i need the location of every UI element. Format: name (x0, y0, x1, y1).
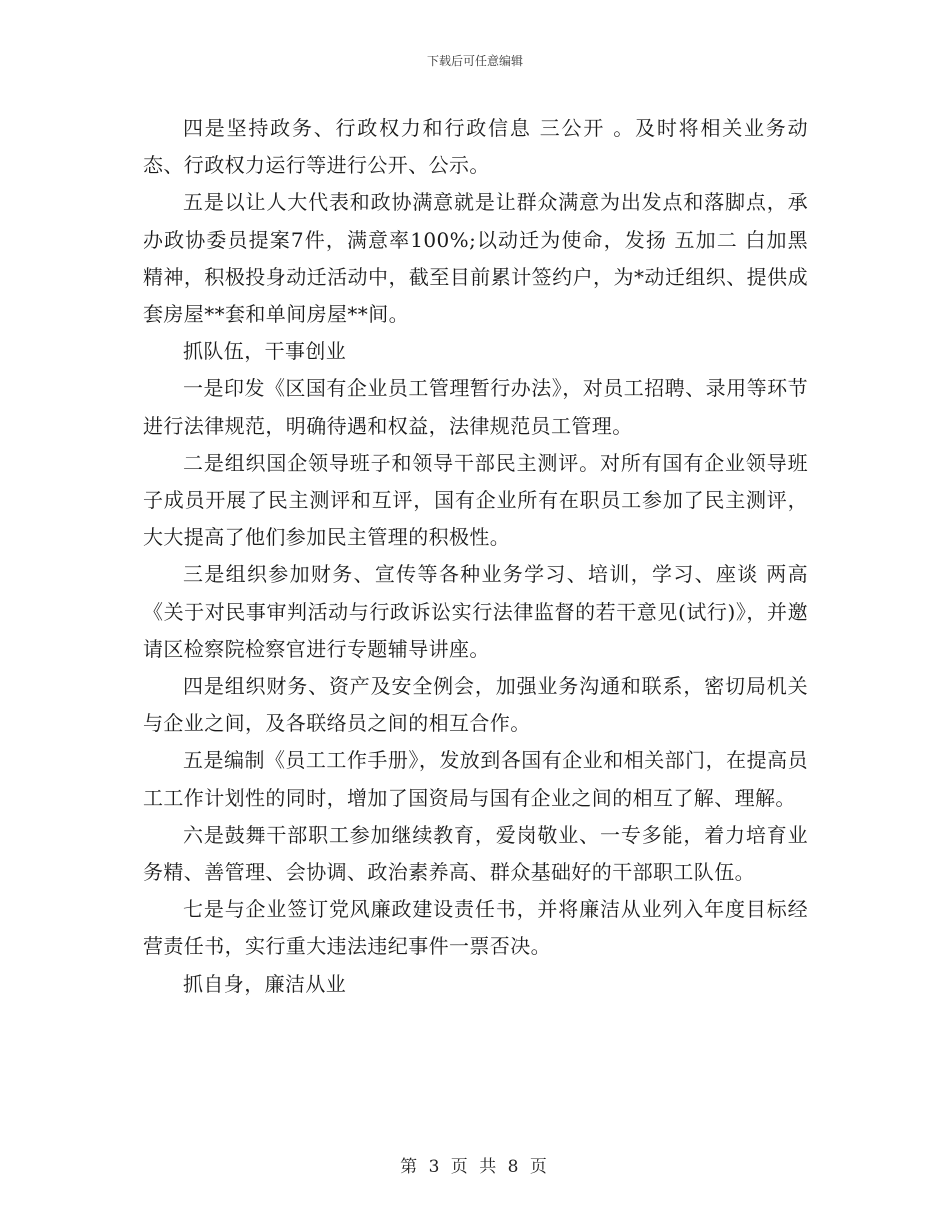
paragraph-training: 三是组织参加财务、宣传等各种业务学习、培训，学习、座谈 两高 《关于对民事审判活动与行政诉讼实行法律监督的若干意见(试行)》，并邀请区检察院检察官进行专题辅导讲座。 (143, 562, 808, 661)
paragraph-democratic-evaluation: 二是组织国企领导班子和领导干部民主测评。对所有国有企业领导班子成员开展了民主测评和互评，国有企业所有在职员工参加了民主测评，大大提高了他们参加民主管理的积极性。 (143, 450, 808, 550)
page-header-note: 下载后可任意编辑 (426, 54, 523, 68)
page-number-footer: 第 3 页 共 8 页 (400, 1157, 550, 1177)
paragraph-continuing-education: 六是鼓舞干部职工参加继续教育，爱岗敬业、一专多能，着力培育业务精、善管理、会协调、政治素养高、群众基础好的干部职工队伍。 (143, 822, 808, 885)
paragraph-employee-handbook: 五是编制《员工工作手册》，发放到各国有企业和相关部门，在提高员工工作计划性的同时，增加了国资局与国有企业之间的相互了解、理解。 (143, 748, 808, 810)
section-heading-self-discipline: 抓自身，廉洁从业 (183, 971, 347, 996)
paragraph-open-government: 四是坚持政务、行政权力和行政信息 三公开 。及时将相关业务动态、行政权力运行等进行公开、公示。 (143, 116, 808, 178)
document-body (143, 110, 808, 1003)
paragraph-integrity-responsibility: 七是与企业签订党风廉政建设责任书，并将廉洁从业列入年度目标经营责任书，实行重大违法违纪事件一票否决。 (143, 897, 808, 959)
paragraph-employee-management: 一是印发《区国有企业员工管理暂行办法》，对员工招聘、录用等环节进行法律规范，明确待遇和权益，法律规范员工管理。 (143, 376, 808, 438)
paragraph-satisfaction-relocation: 五是以让人大代表和政协满意就是让群众满意为出发点和落脚点，承办政协委员提案7件，满意率100%;以动迁为使命，发扬 五加二 白加黑 精神，积极投身动迁活动中，截至目前累计签约户，为*动迁组织、提供成套房屋**套和单间房屋**间。 (143, 190, 808, 327)
section-heading-team: 抓队伍，干事创业 (183, 339, 347, 364)
paragraph-regular-meetings: 四是组织财务、资产及安全例会，加强业务沟通和联系，密切局机关与企业之间，及各联络员之间的相互合作。 (143, 674, 808, 736)
